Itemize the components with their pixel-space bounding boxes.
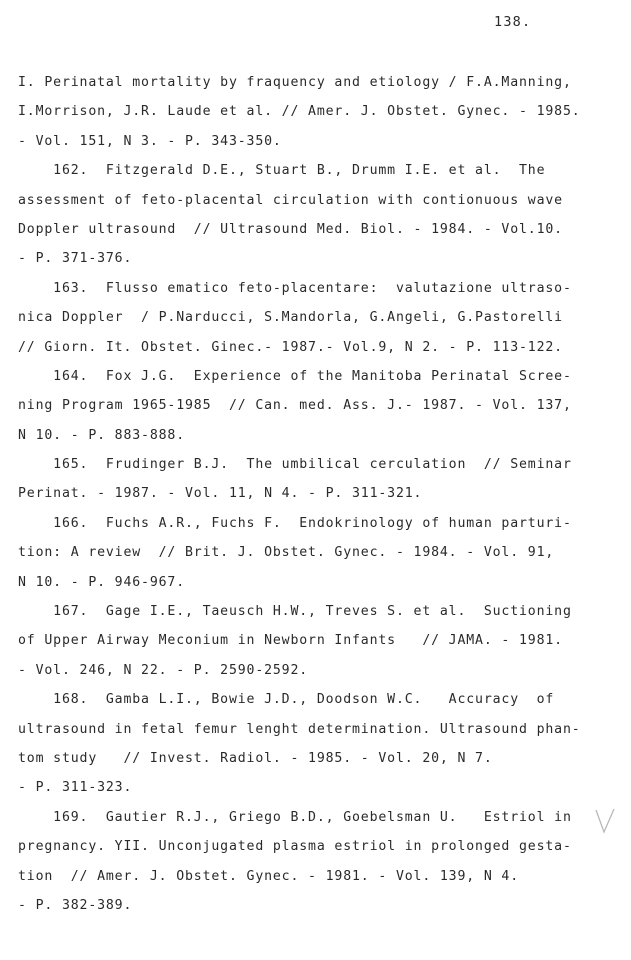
reference-line: 166. Fuchs A.R., Fuchs F. Endokrinology of human parturi- — [18, 515, 572, 531]
reference-line: 169. Gautier R.J., Griego B.D., Goebelsman U. Estriol in — [18, 809, 572, 825]
reference-line: ultrasound in fetal femur lenght determination. Ultrasound phan- — [18, 721, 581, 737]
reference-line: I.Morrison, J.R. Laude et al. // Amer. J. Obstet. Gynec. - 1985. — [18, 104, 581, 120]
reference-line: 168. Gamba L.I., Bowie J.D., Doodson W.C. Accuracy of — [18, 692, 555, 708]
reference-line: tion: A review // Brit. J. Obstet. Gynec. - 1984. - Vol. 91, — [18, 545, 555, 561]
reference-line: tom study // Invest. Radiol. - 1985. - Vol. 20, N 7. — [18, 750, 493, 766]
reference-line: assessment of feto-placental circulation with contionuous wave — [18, 192, 563, 208]
reference-line: 162. Fitzgerald D.E., Stuart B., Drumm I.E. et al. The — [18, 163, 546, 179]
reference-line: N 10. - P. 946-967. — [18, 574, 186, 590]
reference-line: I. Perinatal mortality by fraquency and etiology / F.A.Manning, — [18, 75, 572, 90]
reference-line: Perinat. - 1987. - Vol. 11, N 4. - P. 311-321. — [18, 486, 423, 502]
reference-line: N 10. - P. 883-888. — [18, 427, 186, 443]
reference-line: nica Doppler / P.Narducci, S.Mandorla, G.Angeli, G.Pastorelli — [18, 310, 563, 326]
reference-line: // Giorn. It. Obstet. Ginec.- 1987.- Vol.9, N 2. - P. 113-122. — [18, 339, 563, 355]
reference-line: - Vol. 246, N 22. - P. 2590-2592. — [18, 662, 309, 678]
page-number: 138. — [494, 14, 532, 30]
reference-line: - P. 382-389. — [18, 897, 133, 913]
reference-line: Doppler ultrasound // Ultrasound Med. Biol. - 1984. - Vol.10. — [18, 221, 563, 237]
reference-line: 167. Gage I.E., Taeusch H.W., Treves S. et al. Suctioning — [18, 604, 572, 620]
reference-line: 163. Flusso ematico feto-placentare: valutazione ultraso- — [18, 280, 572, 296]
reference-line: - P. 371-376. — [18, 251, 133, 267]
reference-line: - P. 311-323. — [18, 780, 133, 796]
reference-line: - Vol. 151, N 3. - P. 343-350. — [18, 133, 282, 149]
reference-line: pregnancy. YII. Unconjugated plasma estriol in prolonged gesta- — [18, 839, 572, 855]
reference-line: ning Program 1965-1985 // Can. med. Ass. J.- 1987. - Vol. 137, — [18, 398, 572, 414]
reference-line: 165. Frudinger B.J. The umbilical cerculation // Seminar — [18, 457, 572, 473]
margin-check-mark — [594, 806, 616, 836]
reference-line: 164. Fox J.G. Experience of the Manitoba Perinatal Scree- — [18, 368, 572, 384]
reference-line: tion // Amer. J. Obstet. Gynec. - 1981. - Vol. 139, N 4. — [18, 868, 520, 884]
reference-line: of Upper Airway Meconium in Newborn Infants // JAMA. - 1981. — [18, 633, 563, 649]
reference-list — [18, 68, 598, 920]
